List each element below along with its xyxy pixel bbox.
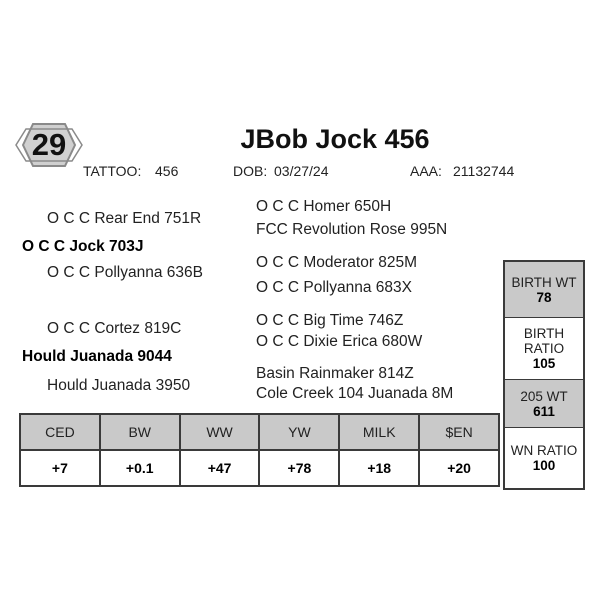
lot-badge [13,121,85,169]
dob-value: 03/27/24 [274,163,329,179]
wt205-value: 611 [533,403,555,419]
epd-value-yw: +78 [259,450,339,486]
birth-ratio-value: 105 [532,356,556,371]
wn-ratio-cell [505,428,583,488]
pedigree-sd-dam: O C C Pollyanna 683X [256,279,412,296]
pedigree-sire: O C C Jock 703J [22,238,144,255]
aaa-label: AAA: [410,163,442,179]
pedigree-dd-dam: Cole Creek 104 Juanada 8M [256,385,454,402]
pedigree-dam: Hould Juanada 9044 [22,348,172,365]
pedigree-dd-sire: Basin Rainmaker 814Z [256,365,414,382]
epd-header-ced: CED [20,414,100,450]
animal-name: JBob Jock 456 [240,124,430,154]
dob-label: DOB: [233,163,268,179]
birth-ratio-cell [505,318,583,380]
epd-header-yw: YW [259,414,339,450]
tattoo-value: 456 [155,163,179,179]
epd-value-ced: +7 [20,450,100,486]
wn-ratio-label: WN RATIO [510,443,578,458]
wt205-label: 205 WT [520,388,568,404]
epd-header-milk: MILK [339,414,419,450]
birth-wt-label: BIRTH WT [511,274,577,290]
performance-table [503,260,585,490]
birth-wt-value: 78 [536,289,552,305]
wn-ratio-value: 100 [532,458,556,473]
pedigree-ss-sire: O C C Homer 650H [256,198,392,215]
epd-header-ww: WW [180,414,260,450]
epd-value-ww: +47 [180,450,260,486]
epd-header-bw: BW [100,414,180,450]
epd-value-milk: +18 [339,450,419,486]
pedigree-ds-sire: O C C Big Time 746Z [256,312,404,329]
pedigree-dam-dam: Hould Juanada 3950 [47,377,191,394]
epd-table [19,413,500,487]
pedigree-ds-dam: O C C Dixie Erica 680W [256,333,423,350]
epd-header-row [20,414,499,450]
epd-header-en: $EN [419,414,499,450]
epd-value-en: +20 [419,450,499,486]
epd-value-row [20,450,499,486]
wt205-cell [505,380,583,428]
aaa-value: 21132744 [453,163,515,179]
pedigree-sd-sire: O C C Moderator 825M [256,254,418,271]
pedigree-sire-sire: O C C Rear End 751R [47,210,202,227]
tattoo-label: TATTOO: [83,163,142,179]
birth-wt-cell [505,262,583,318]
birth-ratio-label-1: BIRTH [523,326,565,341]
pedigree-sire-dam: O C C Pollyanna 636B [47,264,203,281]
epd-value-bw: +0.1 [100,450,180,486]
lot-number: 29 [31,127,67,162]
pedigree-dam-sire: O C C Cortez 819C [47,320,182,337]
pedigree-ss-dam: FCC Revolution Rose 995N [256,221,448,238]
birth-ratio-label-2: RATIO [523,341,565,356]
